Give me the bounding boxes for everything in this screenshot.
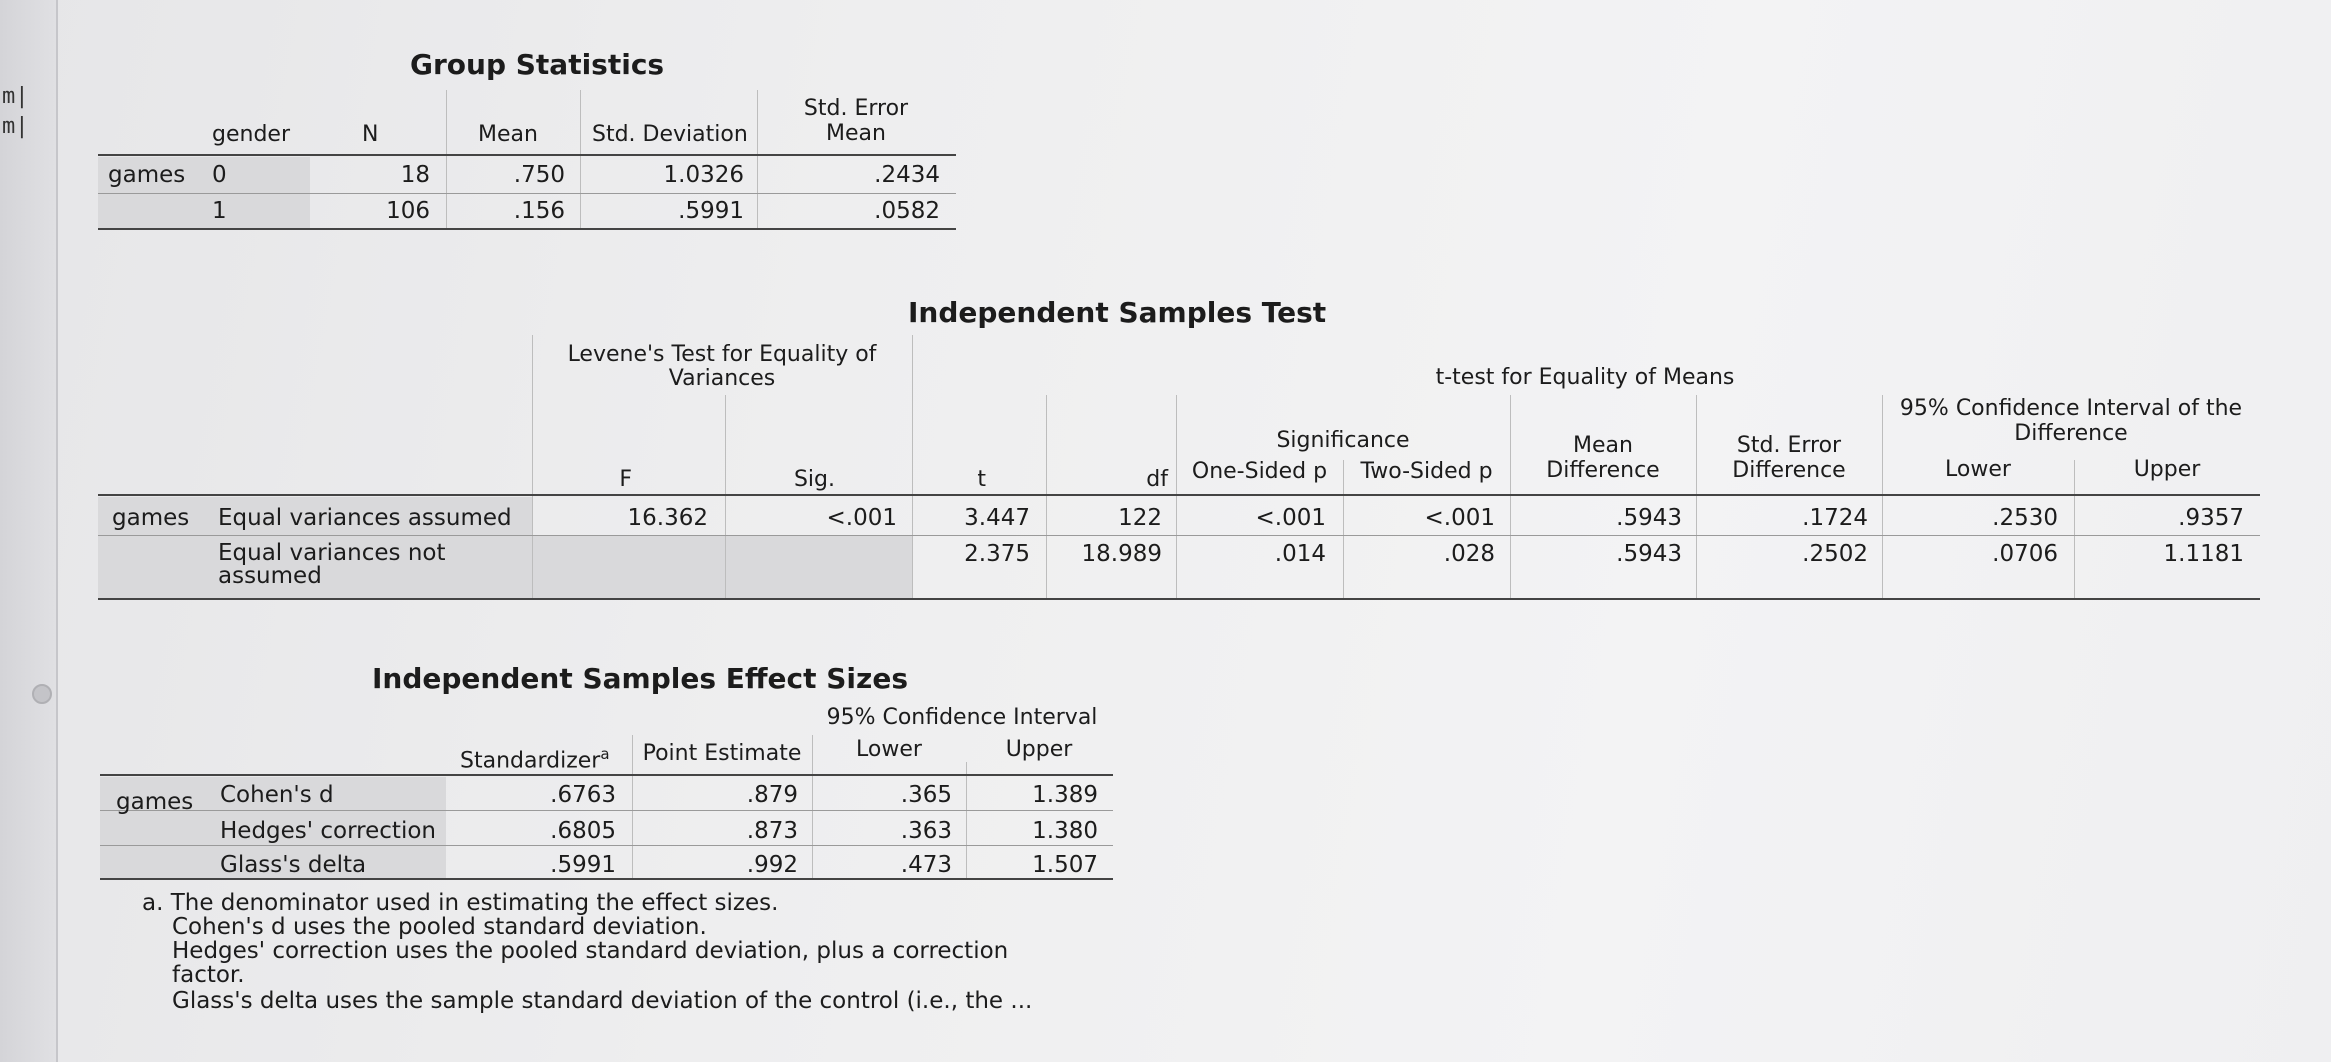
header-df: df bbox=[1146, 467, 1168, 492]
variable-label: games bbox=[108, 162, 186, 188]
levene-header-line2: Variances bbox=[668, 366, 776, 391]
header-mean: Mean bbox=[478, 122, 538, 147]
ci-header: 95% Confidence Interval bbox=[826, 705, 1098, 730]
levene-header-line1: Levene's Test for Equality of bbox=[567, 342, 877, 367]
header-lower: Lower bbox=[856, 737, 922, 762]
header-sig: Sig. bbox=[793, 467, 835, 492]
variable-label: games bbox=[112, 505, 190, 531]
header-lower: Lower bbox=[1945, 457, 2011, 482]
splitter-handle-icon[interactable] bbox=[32, 684, 52, 704]
header-f: F bbox=[619, 467, 632, 492]
header-one-sided-p: One-Sided p bbox=[1191, 459, 1328, 484]
independent-samples-test-title: Independent Samples Test bbox=[908, 296, 1327, 329]
header-std-error-line2: Mean bbox=[826, 121, 886, 146]
header-t: t bbox=[977, 467, 986, 492]
footnote-marker: a bbox=[600, 745, 610, 763]
effect-sizes-title: Independent Samples Effect Sizes bbox=[372, 662, 908, 695]
ci-header-line1: 95% Confidence Interval of the bbox=[1899, 396, 2243, 421]
strip-text-2: m| bbox=[2, 114, 29, 139]
header-standardizer: Standardizer$^a$ bbox=[460, 745, 610, 774]
strip-text-1: m| bbox=[2, 84, 29, 109]
header-std-deviation: Std. Deviation bbox=[592, 122, 748, 147]
ci-header-line2: Difference bbox=[2014, 421, 2128, 446]
ttest-header: t-test for Equality of Means bbox=[1435, 365, 1735, 390]
empty-levene-band bbox=[532, 535, 912, 599]
header-gender: gender bbox=[212, 122, 290, 147]
header-point-estimate: Point Estimate bbox=[642, 741, 802, 766]
header-std-error-line1: Std. Error bbox=[803, 96, 909, 121]
variable-label: games bbox=[116, 789, 194, 815]
header-upper: Upper bbox=[2133, 457, 2201, 482]
header-two-sided-p: Two-Sided p bbox=[1360, 459, 1493, 484]
group-statistics-title: Group Statistics bbox=[410, 48, 665, 81]
se-diff-header-line2: Difference bbox=[1732, 458, 1846, 483]
left-outline-strip bbox=[0, 0, 58, 1062]
significance-header: Significance bbox=[1276, 428, 1410, 453]
mean-diff-header-line1: Mean bbox=[1573, 433, 1633, 458]
se-diff-header-line1: Std. Error bbox=[1736, 433, 1842, 458]
header-upper: Upper bbox=[1005, 737, 1073, 762]
header-n: N bbox=[362, 122, 379, 147]
mean-diff-header-line2: Difference bbox=[1546, 458, 1660, 483]
